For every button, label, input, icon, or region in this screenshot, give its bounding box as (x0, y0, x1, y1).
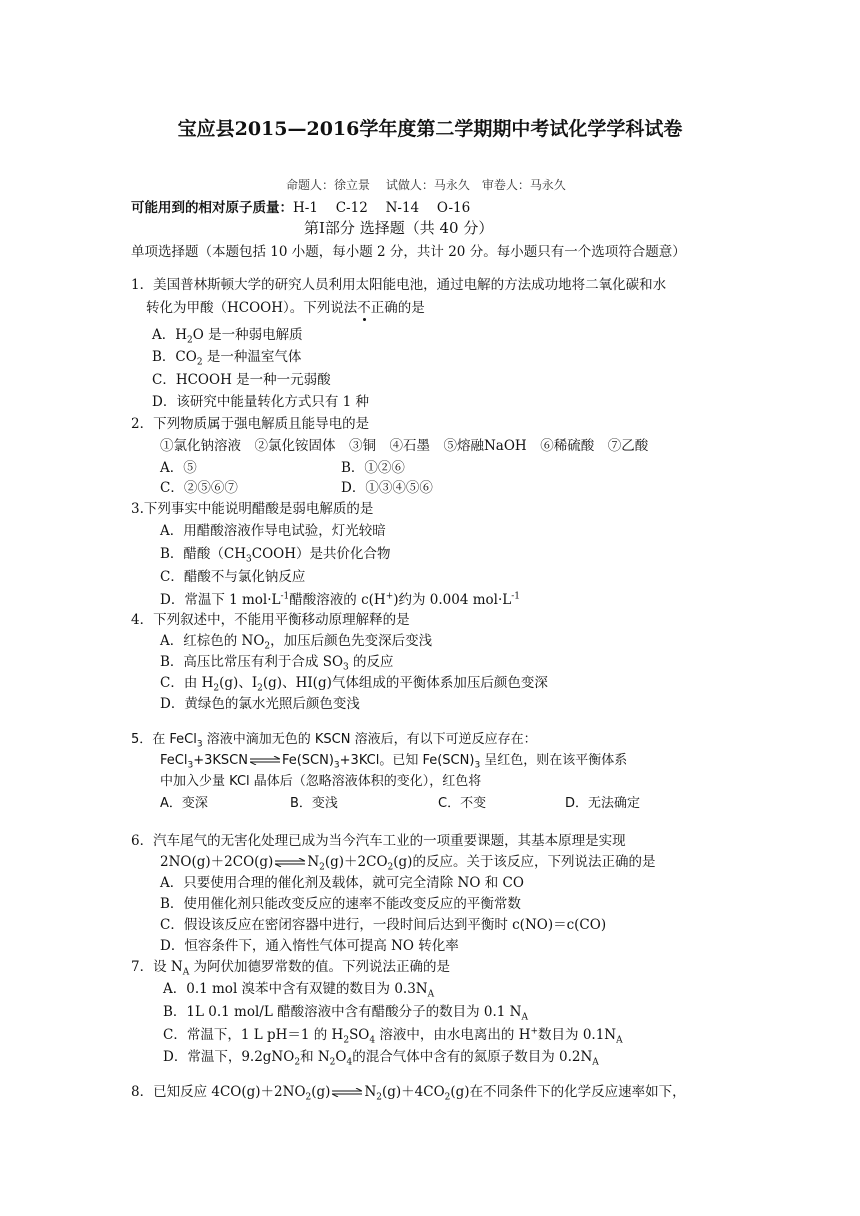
q3-stem: 3.下列事实中能说明醋酸是弱电解质的是 (131, 501, 374, 517)
q2-items: ①氯化钠溶液 ②氯化铵固体 ③铜 ④石墨 ⑤熔融NaOH ⑥稀硫酸 ⑦乙酸 (160, 438, 649, 454)
q2-option-a: A．⑤ (160, 460, 197, 476)
q1-option-b: B．$CO_2$ 是一种温室气体 (152, 349, 302, 368)
q1-emphasis-not: 不 (357, 300, 371, 316)
equilibrium-arrow-icon (275, 858, 305, 867)
q6-option-c: C．假设该反应在密闭容器中进行，一段时间后达到平衡时 c(NO)＝c(CO) (160, 917, 607, 933)
q6-option-a: A．只要使用合理的催化剂及载体，就可完全清除 NO 和 CO (160, 875, 524, 891)
section-instructions: 单项选择题（本题包括 10 小题，每小题 2 分，共计 20 分。每小题只有一个选项符合题意） (131, 244, 686, 260)
q3-option-b: B．醋酸$(CH_3COOH)$是共价化合物 (160, 546, 391, 565)
q1-option-d: D．该研究中能量转化方式只有 1 种 (152, 394, 369, 410)
q3-option-d: D．常温下 1 $mol\cdot L^{-1}$醋酸溶液的 c(H+)约为 0.004 $mol\cdot L^{-1}$ (160, 591, 521, 608)
q2-option-d: D．①③④⑤⑥ (341, 480, 433, 496)
q1-stem-text: 转化为甲酸（HCOOH）。下列说法 (146, 300, 358, 316)
section-title: 第Ⅰ部分 选择题（共 40 分） (304, 219, 494, 237)
q7-option-a: A．0.1 mol 溴苯中含有双键的数目为 $0.3N_A$ (163, 981, 435, 1000)
q1-option-a: A．$H_2O$ 是一种弱电解质 (152, 327, 303, 346)
q5-option-b: B．变浅 (290, 796, 338, 811)
q3-option-a: A．用醋酸溶液作导电试验，灯光较暗 (160, 523, 386, 539)
q7-stem: 7．设 $N_A$ 为阿伏加德罗常数的值。下列说法正确的是 (131, 959, 450, 978)
atomic-mass-values: H-1 C-12 N-14 O-16 (293, 200, 471, 216)
q5-option-a: A．变深 (160, 796, 208, 811)
q4-option-a: A．红棕色的 $NO_2$，加压后颜色先变深后变浅 (160, 633, 433, 652)
atomic-mass-line (131, 199, 470, 217)
q6-equation-line: 2NO(g)＋2CO(g) $N_2(g)+2CO_2(g)$的反应。关于该反应，下列说法正确的是 (160, 854, 656, 873)
q7-option-b: B．1L 0.1 mol/L 醋酸溶液中含有醋酸分子的数目为 0.1 $N_A$ (163, 1004, 528, 1023)
atomic-mass-label: 可能用到的相对原子质量： (131, 200, 293, 216)
q5-equation-line: FeCl$_3$+3KSCN $Fe(SCN)_3+3KCl$。已知 $Fe(SCN)_3$ 呈红色，则在该平衡体系 (160, 753, 628, 771)
q6-option-b: B．使用催化剂只能改变反应的速率不能改变反应的平衡常数 (160, 896, 521, 912)
exam-authors: 命题人：徐立景 试做人：马永久 审卷人：马永久 (286, 178, 566, 192)
q7-option-d: D．常温下，9.2gNO$_2$和 $N_2O_4$的混合气体中含有的氮原子数目为 $0.2N_A$ (163, 1049, 599, 1068)
q6-stem: 6．汽车尾气的无害化处理已成为当今汽车工业的一项重要课题，其基本原理是实现 (131, 833, 626, 849)
q4-option-c: C．由 $H_2(g)$、$I_2(g)$、HI(g)气体组成的平衡体系加压后颜色变深 (160, 675, 548, 694)
exam-title: 宝应县2015—2016学年度第二学期期中考试化学学科试卷 (177, 118, 683, 140)
q4-option-d: D．黄绿色的氯水光照后颜色变浅 (160, 696, 360, 712)
q5-stem-line3: 中加入少量 KCl 晶体后（忽略溶液体积的变化），红色将 (160, 774, 482, 789)
q8-stem: 8．已知反应 $4CO(g)+2NO_2(g)$ $N_2(g)+4CO_2(g)$在不同条件下的化学反应速率如下， (131, 1084, 686, 1103)
equilibrium-arrow-icon (332, 1088, 362, 1097)
q2-stem: 2．下列物质属于强电解质且能导电的是 (131, 416, 370, 432)
q6-option-d: D．恒容条件下，通入惰性气体可提高 NO 转化率 (160, 938, 459, 954)
equilibrium-arrow-icon (250, 756, 280, 765)
q1-stem-line1: 1．美国普林斯顿大学的研究人员利用太阳能电池，通过电解的方法成功地将二氧化碳和水 (131, 277, 667, 293)
q5-option-d: D．无法确定 (565, 796, 641, 811)
q2-option-c: C．②⑤⑥⑦ (160, 480, 238, 496)
q3-option-c: C．醋酸不与氯化钠反应 (160, 569, 306, 585)
q1-option-c: C．HCOOH 是一种一元弱酸 (152, 372, 331, 388)
q5-option-c: C．不变 (438, 796, 487, 811)
q7-option-c: C．常温下，1 L pH＝1 的 $H_2SO_4$ 溶液中，由水电离出的 H+数目为 $0.1N_A$ (163, 1026, 623, 1046)
q1-stem-text-end: 正确的是 (370, 300, 425, 316)
q2-option-b: B．①②⑥ (341, 460, 405, 476)
q5-stem: 5．在 FeCl$_3$ 溶液中滴加无色的 KSCN 溶液后，有以下可逆反应存在： (131, 732, 537, 750)
q1-stem-line2 (146, 299, 425, 317)
q4-option-b: B．高压比常压有利于合成 $SO_3$ 的反应 (160, 654, 394, 673)
q4-stem: 4．下列叙述中，不能用平衡移动原理解释的是 (131, 612, 410, 628)
